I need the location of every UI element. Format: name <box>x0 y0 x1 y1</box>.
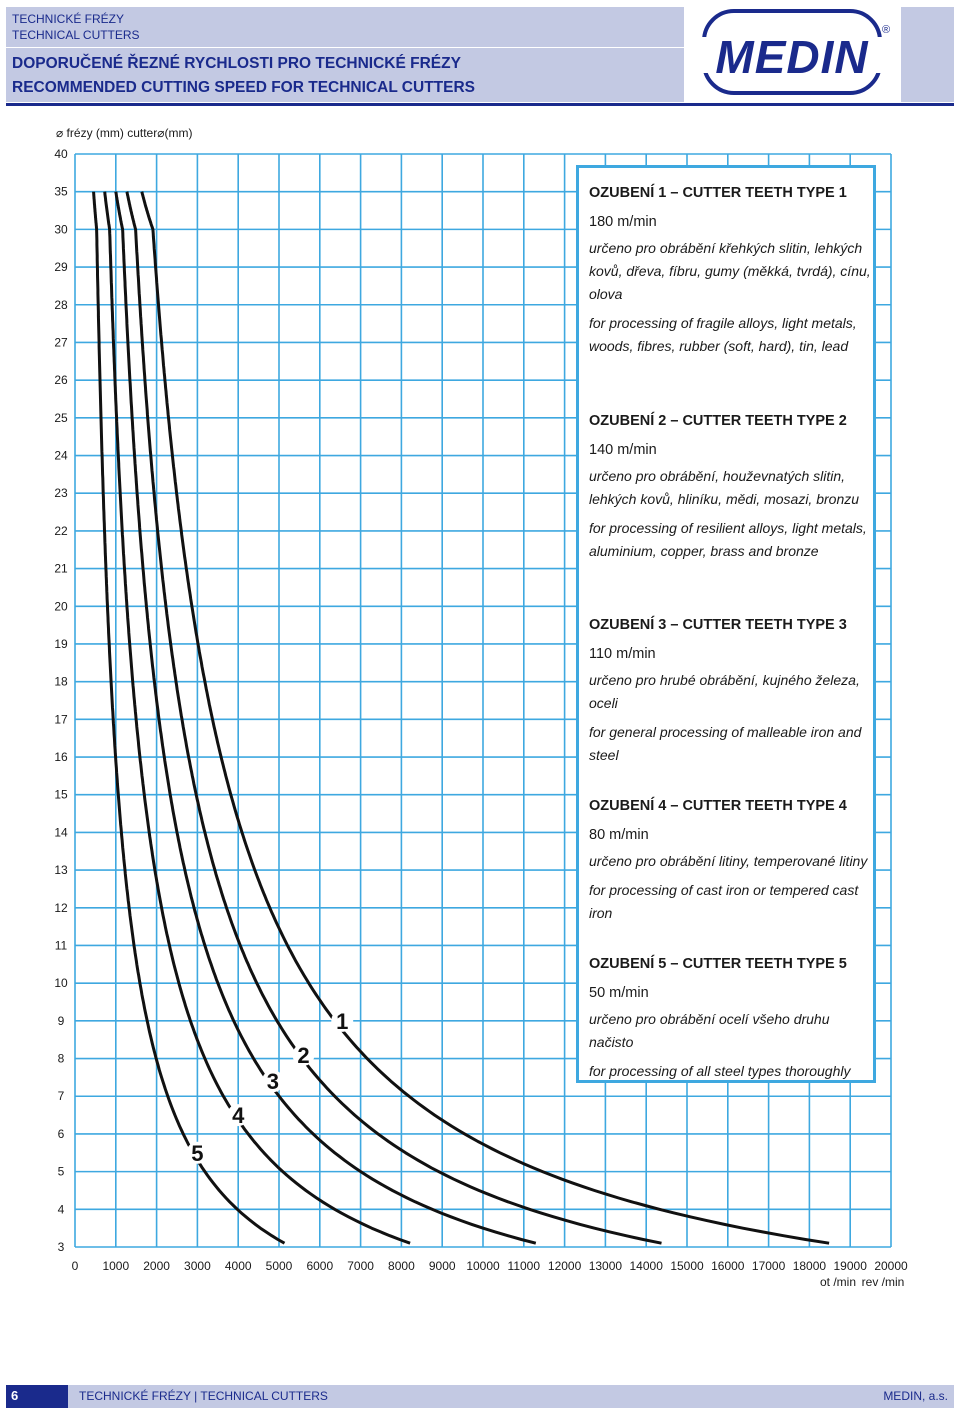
y-tick-label: 20 <box>54 599 68 614</box>
page-title-en: RECOMMENDED CUTTING SPEED FOR TECHNICAL CUTTERS <box>12 79 476 96</box>
legend-title: OZUBENÍ 5 – CUTTER TEETH TYPE 5 <box>589 956 847 972</box>
y-tick-label: 29 <box>54 260 68 275</box>
x-unit-label-en: rev /min <box>861 1275 905 1289</box>
y-tick-label: 7 <box>57 1089 65 1104</box>
y-tick-label: 22 <box>54 523 68 538</box>
y-tick-label: 23 <box>54 486 68 501</box>
legend-speed: 50 m/min <box>589 985 649 1001</box>
y-tick-label: 3 <box>57 1240 65 1254</box>
y-tick-label: 5 <box>57 1164 65 1179</box>
x-tick-label: 13000 <box>588 1259 623 1273</box>
y-tick-label: 18 <box>54 674 68 689</box>
legend-desc-en: for processing of resilient alloys, light metals, aluminium, copper, brass and bronze <box>589 520 867 559</box>
y-tick-label: 28 <box>54 297 68 312</box>
x-tick-label: 3000 <box>184 1259 211 1273</box>
x-tick-label: 15000 <box>670 1259 704 1273</box>
legend-desc-en: for processing of cast iron or tempered cast iron <box>589 882 859 921</box>
y-tick-label: 24 <box>54 448 68 463</box>
curve-label-4: 4 <box>232 1103 245 1129</box>
legend-teeth-type-5 <box>589 955 871 1083</box>
y-tick-label: 13 <box>54 863 68 878</box>
legend-teeth-type-3 <box>589 616 871 767</box>
curve-label-1: 1 <box>336 1008 349 1034</box>
x-unit-label-cz: ot /min <box>819 1275 857 1289</box>
logo-wordmark: MEDIN <box>715 31 869 83</box>
legend-desc-cz: určeno pro obrábění litiny, temperované litiny <box>589 853 868 869</box>
x-tick-label: 7000 <box>347 1259 374 1273</box>
x-tick-label: 16000 <box>711 1259 745 1273</box>
x-tick-label: 0 <box>71 1259 79 1273</box>
x-tick-label: 5000 <box>265 1259 293 1273</box>
legend-teeth-type-2 <box>589 412 871 563</box>
x-tick-label: 9000 <box>428 1259 456 1273</box>
legend-title: OZUBENÍ 3 – CUTTER TEETH TYPE 3 <box>589 617 847 633</box>
x-tick-label: 1000 <box>102 1259 130 1273</box>
legend-desc-cz: určeno pro hrubé obrábění, kujného železa, oceli <box>589 672 860 711</box>
curve-label-5: 5 <box>191 1140 204 1166</box>
y-tick-label: 11 <box>54 938 68 953</box>
footer-title: TECHNICKÉ FRÉZY | TECHNICAL CUTTERS <box>79 1389 328 1403</box>
registered-mark: ® <box>882 24 891 36</box>
y-tick-label: 17 <box>54 712 68 727</box>
x-tick-label: 12000 <box>547 1259 582 1273</box>
legend-desc-en: for processing of all steel types thoroughly <box>589 1063 851 1079</box>
legend-desc-cz: určeno pro obrábění ocelí všeho druhu načisto <box>589 1011 830 1050</box>
legend-desc-cz: určeno pro obrábění křehkých slitin, lehkých kovů, dřeva, fíbru, gumy (měkká, tvrdá), cínu, olova <box>589 240 871 302</box>
legend-speed: 140 m/min <box>589 442 657 458</box>
x-tick-label: 18000 <box>792 1259 827 1273</box>
y-tick-label: 15 <box>54 787 68 802</box>
x-tick-label: 2000 <box>143 1259 170 1273</box>
x-tick-label: 6000 <box>306 1259 334 1273</box>
y-tick-label: 35 <box>54 184 68 199</box>
footer-brand: MEDIN, a.s. <box>883 1389 948 1403</box>
header-category-cz: TECHNICKÉ FRÉZY <box>12 12 125 26</box>
y-tick-label: 16 <box>54 750 68 765</box>
header-category-en: TECHNICAL CUTTERS <box>12 28 140 42</box>
legend-speed: 80 m/min <box>589 827 649 843</box>
y-tick-label: 10 <box>54 976 68 991</box>
page-number: 6 <box>11 1388 19 1403</box>
legend-title: OZUBENÍ 2 – CUTTER TEETH TYPE 2 <box>589 413 847 429</box>
page-title-cz: DOPORUČENÉ ŘEZNÉ RYCHLOSTI PRO TECHNICKÉ FRÉZY <box>12 55 461 72</box>
y-axis-label: ⌀ frézy (mm) cutter⌀(mm) <box>56 126 193 140</box>
y-tick-label: 12 <box>54 900 68 915</box>
curve-label-2: 2 <box>297 1042 310 1068</box>
legend-desc-en: for general processing of malleable iron and steel <box>589 724 862 763</box>
legend-teeth-type-4 <box>589 797 871 925</box>
legend-speed: 180 m/min <box>589 214 657 230</box>
y-tick-label: 27 <box>54 335 68 350</box>
curve-teeth-type-4 <box>105 192 410 1244</box>
x-tick-label: 4000 <box>224 1259 252 1273</box>
y-tick-label: 25 <box>54 410 68 425</box>
y-tick-label: 6 <box>57 1126 65 1141</box>
curve-label-3: 3 <box>266 1069 280 1095</box>
y-tick-label: 26 <box>54 373 68 388</box>
legend-title: OZUBENÍ 1 – CUTTER TEETH TYPE 1 <box>589 185 847 201</box>
y-tick-label: 8 <box>57 1051 65 1066</box>
x-tick-label: 8000 <box>388 1259 415 1273</box>
y-tick-label: 4 <box>57 1202 65 1217</box>
x-tick-label: 11000 <box>507 1259 541 1273</box>
x-tick-label: 14000 <box>629 1259 663 1273</box>
y-tick-label: 14 <box>54 825 68 840</box>
legend-title: OZUBENÍ 4 – CUTTER TEETH TYPE 4 <box>589 798 847 814</box>
y-tick-labels <box>54 147 68 1254</box>
y-tick-label: 40 <box>54 147 68 161</box>
x-tick-labels <box>72 1259 908 1273</box>
legend-teeth-type-1 <box>589 184 871 358</box>
y-tick-label: 30 <box>54 222 68 237</box>
legend-desc-cz: určeno pro obrábění, houževnatých slitin, lehkých kovů, hliníku, mědi, mosazi, bronzu <box>589 468 860 507</box>
x-tick-label: 10000 <box>466 1259 500 1273</box>
y-tick-label: 19 <box>54 636 68 651</box>
legend-speed: 110 m/min <box>589 646 656 662</box>
legend-desc-en: for processing of fragile alloys, light metals, woods, fibres, rubber (soft, hard), tin, lead <box>589 315 857 354</box>
curve-teeth-type-5 <box>94 192 285 1244</box>
y-tick-label: 21 <box>54 561 68 576</box>
y-tick-label: 9 <box>57 1013 65 1028</box>
x-tick-label: 19000 <box>833 1259 867 1273</box>
x-tick-label: 20000 <box>874 1259 908 1273</box>
x-tick-label: 17000 <box>751 1259 786 1273</box>
